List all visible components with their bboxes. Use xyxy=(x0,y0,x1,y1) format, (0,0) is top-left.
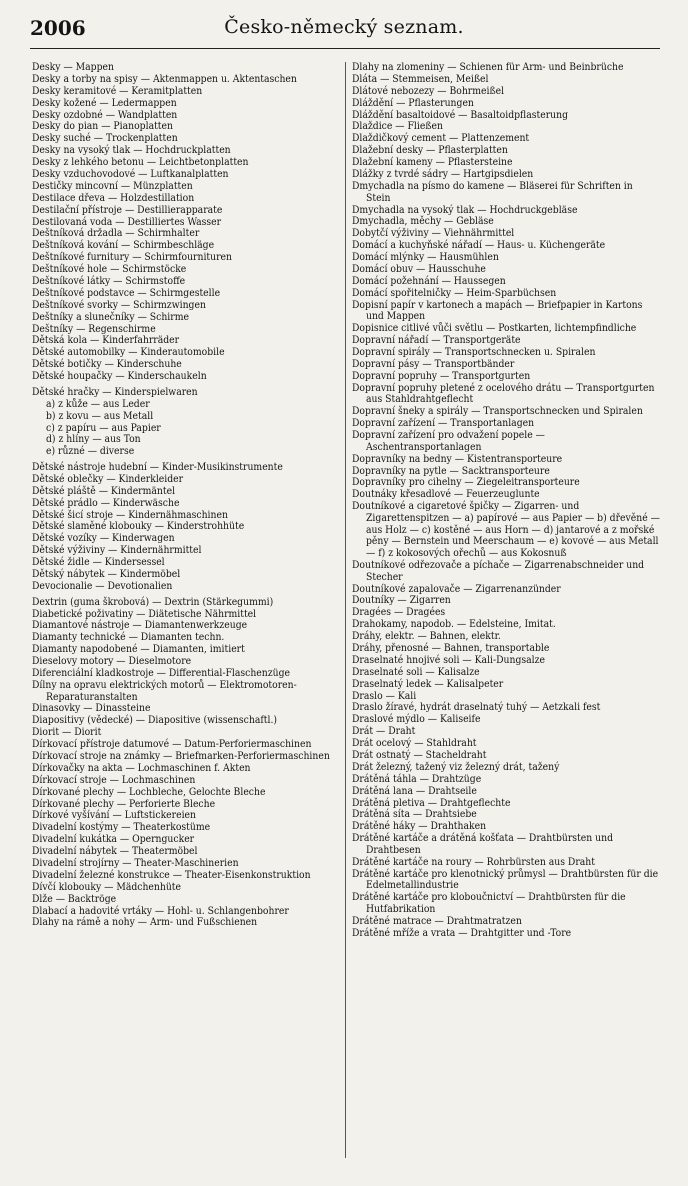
index-entry: Drátěné kartáče pro klenotnický průmysl — Drahtbürsten für die Edelmetallindustrie xyxy=(352,867,659,892)
index-entry: Desky ozdobné — Wandplatten xyxy=(32,108,178,121)
left-column xyxy=(32,62,340,1156)
index-entry: Dláždění basaltoidové — Basaltoidpflasterung xyxy=(352,108,568,121)
index-entry: Desky vzduchovodové — Luftkanalplatten xyxy=(32,168,229,181)
index-entry: Drát ocelový — Stahldraht xyxy=(352,737,477,750)
index-entry: Desky keramitové — Keramitplatten xyxy=(32,84,203,97)
index-entry: Dopisnice citlivé vůči světlu — Postkarten, lichtempfindliche xyxy=(352,322,637,335)
index-entry: Dětské prádlo — Kinderwäsche xyxy=(32,496,180,509)
index-entry: Dlahy na rámě a nohy — Arm- und Fußschienen xyxy=(32,916,258,929)
index-entry: Dětské slaměné klobouky — Kinderstrohhüte xyxy=(32,520,245,533)
index-entry: Dláta — Stemmeisen, Meißel xyxy=(352,72,489,85)
index-entry: Dopisní papír v kartonech a mapách — Briefpapier in Kartons und Mappen xyxy=(352,298,643,323)
index-entry: Dopravní pásy — Transportbänder xyxy=(352,357,515,370)
index-entry: Dírkovací přístroje datumové — Datum-Perforiermaschinen xyxy=(32,738,312,751)
index-entry: Deštníková držadla — Schirmhalter xyxy=(32,227,200,240)
index-entry: Dieselovy motory — Dieselmotore xyxy=(32,655,192,668)
index-entry: Domácí a kuchyňské nářadí — Haus- u. Küchengeräte xyxy=(352,239,606,252)
index-entry: Dírkovačky na akta — Lochmaschinen f. Akten xyxy=(32,761,251,774)
index-entry: Dopravní nářadí — Transportgeräte xyxy=(352,334,521,347)
index-entry: a) z kůže — aus Leder xyxy=(46,397,150,410)
index-entry: Desky kožené — Ledermappen xyxy=(32,96,177,109)
index-entry: Dlaždičkový cement — Plattenzement xyxy=(352,132,530,145)
index-entry: Deštníkové látky — Schirmstoffe xyxy=(32,275,186,288)
index-entry: b) z kovu — aus Metall xyxy=(46,409,154,422)
index-entry: Dírkované plechy — Lochbleche, Gelochte Bleche xyxy=(32,785,266,798)
index-entry: Drátěná táhla — Drahtzüge xyxy=(352,772,482,785)
index-entry: Dlažební desky — Pflasterplatten xyxy=(352,144,508,157)
index-entry: Dopravní popruhy pletené z ocelového drátu — Transportgurten aus Stahldrahtgeflecht xyxy=(352,381,655,406)
index-entry: Drát ostnatý — Stacheldraht xyxy=(352,748,487,761)
index-entry: Diamanty napodobené — Diamanten, imitiert xyxy=(32,643,245,656)
index-entry: Deštníková kování — Schirmbeschläge xyxy=(32,239,215,252)
index-entry: Doutnáky křesadlové — Feuerzeuglunte xyxy=(352,488,540,501)
index-entry: Domácí požehnání — Haussegen xyxy=(352,274,506,287)
index-entry: Doutníkové odřezovače a píchače — Zigarrenabschneider und Stecher xyxy=(352,558,645,583)
index-entry: Dráhy, elektr. — Bahnen, elektr. xyxy=(352,630,501,643)
index-entry: d) z hlíny — aus Ton xyxy=(46,433,141,446)
index-entry: Dětský nábytek — Kindermöbel xyxy=(32,568,181,581)
index-entry: Drátěná lana — Drahtseile xyxy=(352,784,477,797)
index-entry: Dírkovací stroje — Lochmaschinen xyxy=(32,773,196,786)
index-entry: Dětské automobilky — Kinderautomobile xyxy=(32,346,225,359)
index-entry: Destilovaná voda — Destilliertes Wasser xyxy=(32,215,222,228)
index-entry: Dívčí klobouky — Mädchenhüte xyxy=(32,880,182,893)
index-entry: Dragées — Dragées xyxy=(352,606,446,619)
index-entry: Dílny na opravu elektrických motorů — Elektromotoren-Reparaturanstalten xyxy=(32,678,297,703)
index-entry: Dopravní popruhy — Transportgurten xyxy=(352,369,531,382)
index-entry: c) z papíru — aus Papier xyxy=(46,421,161,434)
index-entry: e) různé — diverse xyxy=(46,445,135,458)
index-entry: Desky do pian — Pianoplatten xyxy=(32,120,173,133)
index-entry: Dinasovky — Dinassteine xyxy=(32,702,151,715)
index-entry: Draslo — Kali xyxy=(352,689,417,702)
index-entry: Dextrin (guma škrobová) — Dextrin (Stärkegummi) xyxy=(32,595,274,608)
index-entry: Dopravní zařízení — Transportanlagen xyxy=(352,417,535,430)
index-entry: Dírkové vyšívání — Luftstickereien xyxy=(32,809,196,822)
index-entry: Drát železný, tažený viz železný drát, tažený xyxy=(352,760,560,773)
column-divider xyxy=(345,62,346,1158)
index-entry: Drátěné kartáče pro kloboučnictví — Drahtbürsten für die Hutfabrikation xyxy=(352,891,626,915)
index-entry: Dmychadla, měchy — Gebläse xyxy=(352,215,494,228)
index-entry: Drátěné háky — Drahthaken xyxy=(352,820,487,833)
index-entry: Dlátové nebozezy — Bohrmeißel xyxy=(352,84,505,97)
index-entry: Draselnaté soli — Kalisalze xyxy=(352,665,480,678)
index-entry: Dopravníky na bedny — Kistentransporteure xyxy=(352,452,563,465)
index-entry: Drátěné kartáče a drátěná košťata — Drahtbürsten und Drahtbesen xyxy=(352,832,614,856)
index-entry: Dobytčí výživiny — Viehnährmittel xyxy=(352,227,515,240)
index-entry: Domácí obuv — Hausschuhe xyxy=(352,262,486,275)
index-entry: Dmychadla na vysoký tlak — Hochdruckgebläse xyxy=(352,203,578,216)
page-title: Česko-německý seznam. xyxy=(224,16,464,38)
index-entry: Deštníkové podstavce — Schirmgestelle xyxy=(32,286,221,299)
index-entry: Dlabací a hadovité vrtáky — Hohl- u. Schlangenbohrer xyxy=(32,904,289,917)
index-entry: Domácí spořitelničky — Heim-Sparbüchsen xyxy=(352,286,557,299)
index-entry: Diabetické poživatiny — Diätetische Nährmittel xyxy=(32,607,257,620)
right-column xyxy=(352,62,660,1156)
index-entry: Dlážky z tvrdé sádry — Hartgipsdielen xyxy=(352,168,534,181)
index-entry: Domácí mlýnky — Hausmühlen xyxy=(352,251,499,264)
index-entry: Deštníkové hole — Schirmstöcke xyxy=(32,263,187,276)
index-entry: Drátěné matrace — Drahtmatratzen xyxy=(352,914,522,927)
index-entry: Dětské židle — Kindersessel xyxy=(32,556,165,569)
index-entry: Diferenciální kladkostroje — Differential-Flaschenzüge xyxy=(32,666,291,679)
index-entry: Dětské vozíky — Kinderwagen xyxy=(32,532,175,545)
index-entry: Divadelní železné konstrukce — Theater-Eisenkonstruktion xyxy=(32,868,311,881)
index-entry: Diamanty technické — Diamanten techn. xyxy=(32,631,225,644)
index-entry: Divadelní kostýmy — Theaterkostüme xyxy=(32,821,211,834)
index-entry: Desky na vysoký tlak — Hochdruckplatten xyxy=(32,144,231,157)
index-entry: Drahokamy, napodob. — Edelsteine, Imitat. xyxy=(352,618,556,631)
index-entry: Deštníky — Regenschirme xyxy=(32,322,156,335)
index-entry: Draselnaté hnojivé soli — Kali-Dungsalze xyxy=(352,653,545,666)
page-number: 2006 xyxy=(30,16,86,40)
index-entry: Dětské šicí stroje — Kindernähmaschinen xyxy=(32,508,228,521)
index-entry: Dětské botičky — Kinderschuhe xyxy=(32,358,182,371)
index-entry: Dopravní spirály — Transportschnecken u. Spiralen xyxy=(352,346,596,358)
index-columns xyxy=(32,62,662,1162)
index-entry: Doutníky — Zigarren xyxy=(352,594,451,607)
index-entry: Destilace dřeva — Holzdestillation xyxy=(32,191,195,204)
index-entry: Divadelní strojírny — Theater-Maschinerien xyxy=(32,857,239,870)
index-entry: Diapositivy (vědecké) — Diapositive (wissenschaftl.) xyxy=(32,714,278,727)
index-entry: Dráhy, přenosné — Bahnen, transportable xyxy=(352,641,550,654)
index-entry: Divadelní nábytek — Theatermöbel xyxy=(32,845,198,858)
index-entry: Deštníkové furnitury — Schirmfournituren xyxy=(32,251,232,264)
index-entry: Desky z lehkého betonu — Leichtbetonplatten xyxy=(32,156,249,169)
index-entry: Dětské výživiny — Kindernährmittel xyxy=(32,544,202,557)
index-entry: Dětské pláště — Kindermäntel xyxy=(32,484,176,497)
index-entry: Desky a torby na spisy — Aktenmappen u. Aktentaschen xyxy=(32,72,297,85)
header-rule xyxy=(30,48,660,49)
index-entry: Dmychadla na písmo do kamene — Bläserei für Schriften in Stein xyxy=(352,179,633,204)
index-entry: Drátěná síta — Drahtsiebe xyxy=(352,808,477,821)
index-entry: Desky suché — Trockenplatten xyxy=(32,132,178,145)
index-entry: Draselnatý ledek — Kalisalpeter xyxy=(352,677,504,690)
index-entry: Draslové mýdlo — Kaliseife xyxy=(352,713,481,726)
index-entry: Desky — Mappen xyxy=(32,62,114,73)
index-entry: Dopravníky pro cihelny — Ziegeleitransporteure xyxy=(352,476,580,489)
index-entry: Dopravní zařízení pro odvažení popele — Aschentransportanlagen xyxy=(352,429,545,453)
index-entry: Dětská kola — Kinderfahrräder xyxy=(32,334,180,347)
index-entry: Drátěné kartáče na roury — Rohrbürsten aus Draht xyxy=(352,855,595,868)
index-entry: Diamantové nástroje — Diamantenwerkzeuge xyxy=(32,619,248,632)
index-entry: Draslo žíravé, hydrát draselnatý tuhý — Aetzkali fest xyxy=(352,701,601,714)
index-entry: Drátěné mříže a vrata — Drahtgitter und -Tore xyxy=(352,926,572,939)
index-entry: Dětské hračky — Kinderspielwaren xyxy=(32,385,198,398)
index-entry: Dlaždice — Fließen xyxy=(352,120,443,133)
index-entry: Dláždění — Pflasterungen xyxy=(352,96,474,109)
page-header xyxy=(30,16,658,42)
index-entry: Dlažební kameny — Pflastersteine xyxy=(352,156,513,169)
index-entry: Dětské nástroje hudební — Kinder-Musikinstrumente xyxy=(32,461,283,474)
index-entry: Destičky mincovní — Münzplatten xyxy=(32,179,193,192)
index-entry: Doutníkové a cigaretové špičky — Zigarren- und Zigarettenspitzen — a) papírové — aus Papier — b) dřevěné — aus Holz — c) kostěné — aus Horn — d) jantarové a z mořské pěny — Bernstein und Meerschaum — e) kovové — aus Metall — f) z kokosových ořechů — aus Kokosnuß xyxy=(352,500,660,560)
index-entry: Destilační přístroje — Destillierapparate xyxy=(32,203,223,216)
index-entry: Drát — Draht xyxy=(352,725,416,738)
index-entry: Dopravní šneky a spirály — Transportschnecken und Spiralen xyxy=(352,405,643,418)
index-entry: Devocionalie — Devotionalien xyxy=(32,579,173,592)
index-entry: Dopravníky na pytle — Sacktransporteure xyxy=(352,464,550,477)
index-entry: Deštníkové svorky — Schirmzwingen xyxy=(32,298,206,311)
index-entry: Dětské houpačky — Kinderschaukeln xyxy=(32,370,207,383)
index-entry: Dlahy na zlomeniny — Schienen für Arm- und Beinbrüche xyxy=(352,62,624,73)
index-entry: Dětské oblečky — Kinderkleider xyxy=(32,472,184,485)
index-entry: Divadelní kukátka — Operngucker xyxy=(32,833,195,846)
index-entry: Dlže — Backtröge xyxy=(32,892,117,905)
index-entry: Doutníkové zapalovače — Zigarrenanzünder xyxy=(352,582,561,595)
index-entry: Dírkovací stroje na známky — Briefmarken-Perforiermaschinen xyxy=(32,750,330,763)
index-entry: Dírkované plechy — Perforierte Bleche xyxy=(32,797,216,810)
index-entry: Deštníky a slunečníky — Schirme xyxy=(32,310,189,323)
index-entry: Diorit — Diorit xyxy=(32,726,102,739)
index-entry: Drátěná pletiva — Drahtgeflechte xyxy=(352,796,511,809)
